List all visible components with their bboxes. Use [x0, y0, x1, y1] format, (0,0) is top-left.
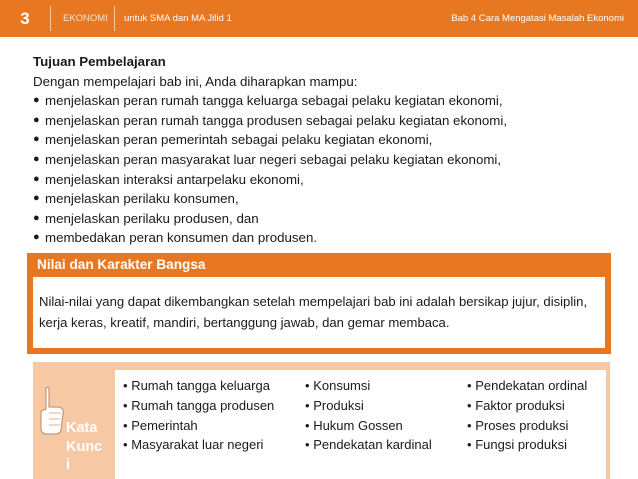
bullet-icon: ●	[33, 152, 40, 165]
values-title: Nilai dan Karakter Bangsa	[37, 257, 206, 272]
key-terms-column	[123, 376, 274, 455]
key-term: • Fungsi produksi	[467, 437, 567, 453]
bullet-icon: ●	[33, 192, 40, 205]
key-terms-column	[467, 376, 587, 455]
header-book-title: untuk SMA dan MA Jilid 1	[124, 13, 232, 24]
key-terms-column	[305, 376, 432, 455]
key-term: • Masyarakat luar negeri	[123, 437, 264, 453]
key-terms-panel	[115, 370, 606, 479]
key-terms-box	[33, 362, 610, 479]
objective-item: ● menjelaskan perilaku konsumen,	[33, 189, 613, 209]
key-term: • Pemerintah	[123, 417, 198, 433]
key-term: • Pendekatan kardinal	[305, 437, 432, 453]
bullet-icon: ●	[33, 94, 40, 107]
page-header	[0, 0, 638, 37]
learning-objectives	[33, 52, 613, 248]
key-term: • Proses produksi	[467, 417, 569, 433]
objective-item: ● membedakan peran konsumen dan produsen.	[33, 228, 613, 248]
objective-item: ● menjelaskan perilaku produsen, dan	[33, 209, 613, 229]
key-term: • Konsumsi	[305, 378, 371, 393]
objective-item: ● menjelaskan interaksi antarpelaku ekonomi,	[33, 170, 613, 190]
objective-item: ● menjelaskan peran rumah tangga keluarga sebagai pelaku kegiatan ekonomi,	[33, 91, 613, 111]
key-term: • Produksi	[305, 397, 364, 413]
key-term: • Rumah tangga produsen	[123, 397, 275, 413]
header-divider	[114, 6, 115, 31]
key-term: • Rumah tangga keluarga	[123, 378, 270, 393]
key-terms-label: Kata Kunc i	[66, 420, 103, 473]
bullet-icon: ●	[33, 231, 40, 244]
bullet-icon: ●	[33, 211, 40, 224]
values-box	[27, 253, 611, 354]
objective-item: ● menjelaskan peran pemerintah sebagai pelaku kegiatan ekonomi,	[33, 130, 613, 150]
header-divider	[50, 6, 51, 31]
key-term: • Hukum Gossen	[305, 417, 403, 433]
objectives-list	[33, 91, 613, 248]
header-subject: EKONOMI	[63, 13, 108, 24]
objective-item: ● menjelaskan peran rumah tangga produsen sebagai pelaku kegiatan ekonomi,	[33, 111, 613, 131]
bullet-icon: ●	[33, 133, 40, 146]
bullet-icon: ●	[33, 172, 40, 185]
bullet-icon: ●	[33, 113, 40, 126]
page-number: 3	[20, 9, 30, 28]
key-term: • Faktor produksi	[467, 397, 565, 413]
key-term: • Pendekatan ordinal	[467, 378, 588, 393]
objectives-intro: Dengan mempelajari bab ini, Anda diharapkan mampu:	[33, 73, 358, 89]
header-chapter-title: Bab 4 Cara Mengatasi Masalah Ekonomi	[451, 13, 624, 24]
pointing-hand-icon	[37, 386, 67, 436]
values-body: Nilai-nilai yang dapat dikembangkan setelah mempelajari bab ini adalah bersikap jujur, disiplin, kerja keras, kreatif, mandiri, bertanggung jawab, dan gemar membaca.	[33, 277, 605, 348]
objective-item: ● menjelaskan peran masyarakat luar negeri sebagai pelaku kegiatan ekonomi,	[33, 150, 613, 170]
objectives-title: Tujuan Pembelajaran	[33, 54, 166, 69]
